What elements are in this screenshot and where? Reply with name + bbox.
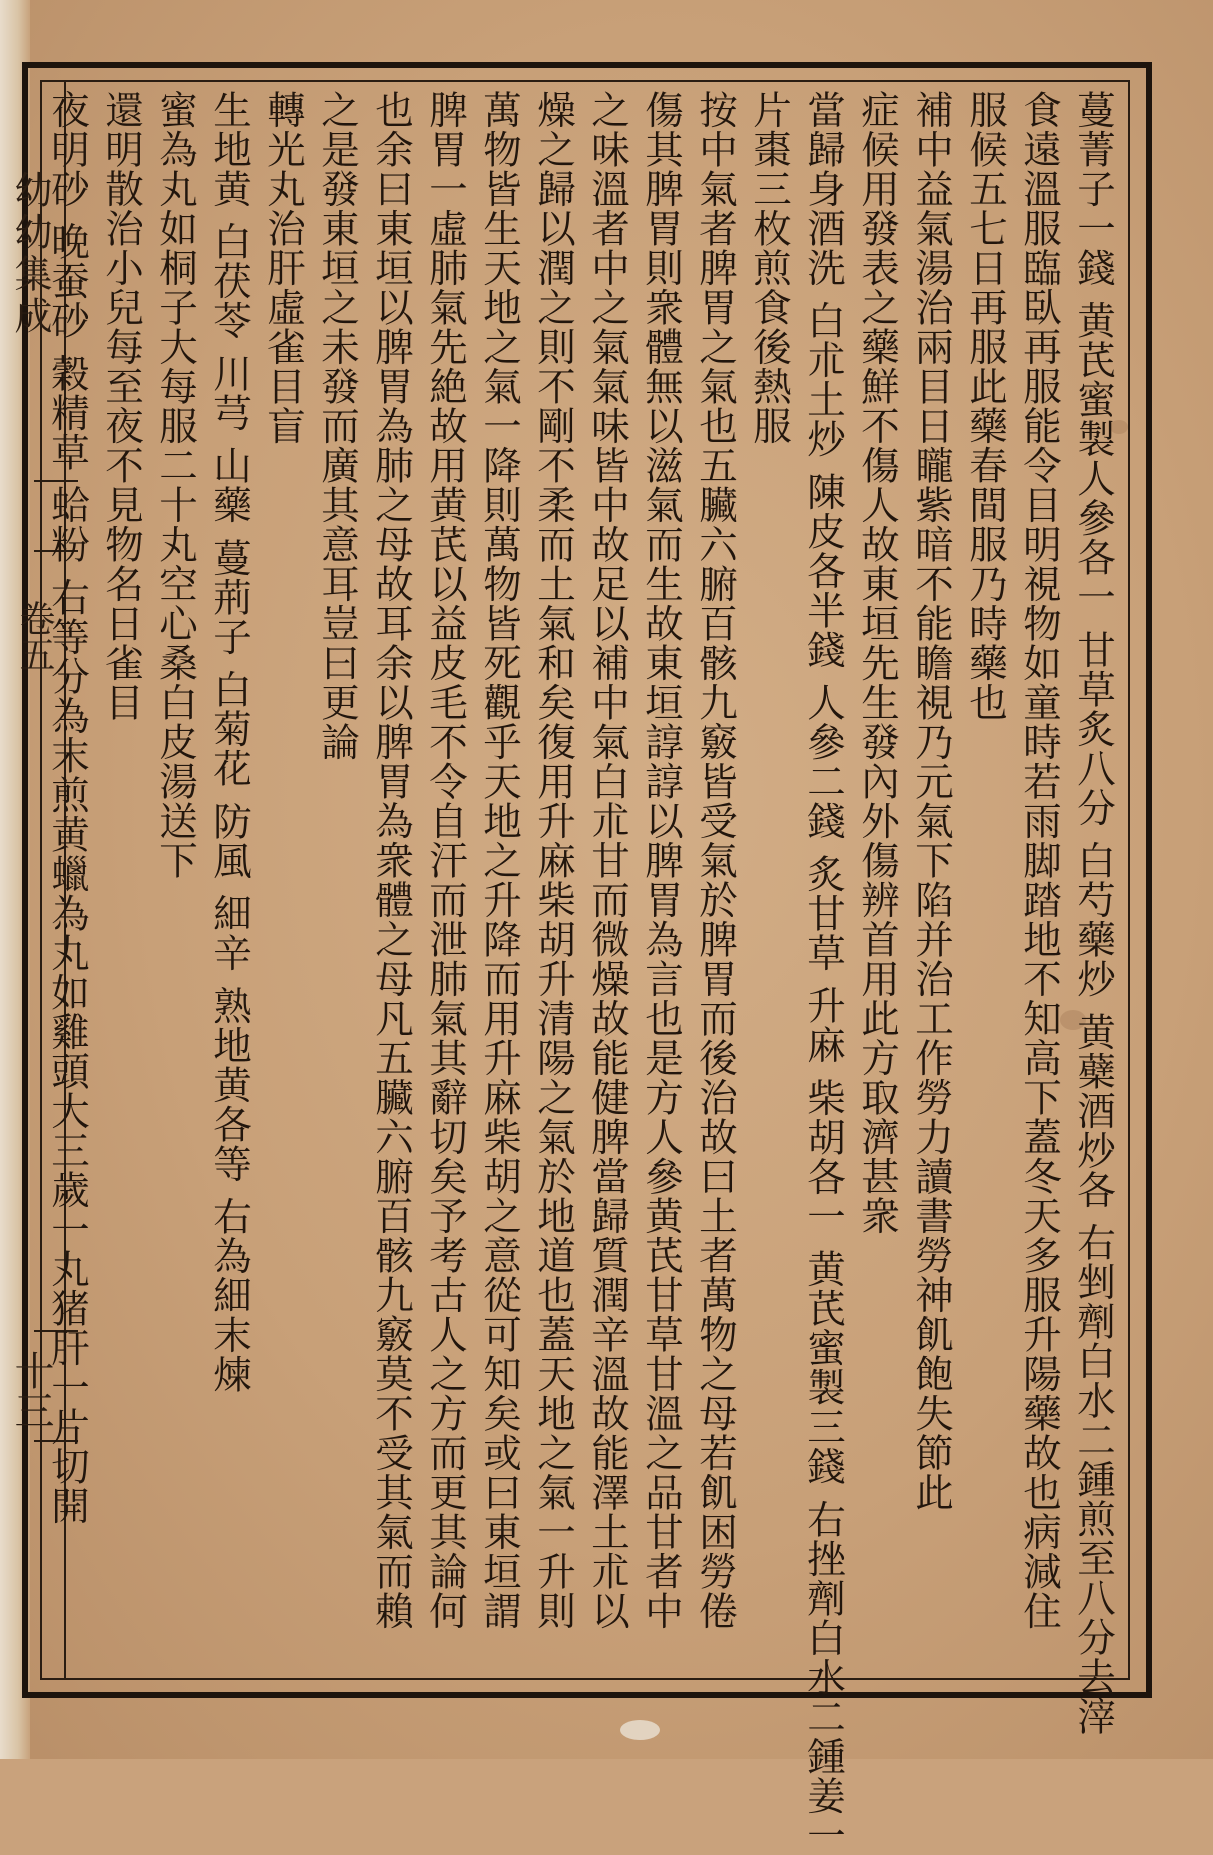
text-column: 夜明砂 晚蚕砂 穀精草 蛤粉 右等分為末煎黄蠟為丸如雞頭大三歲一丸猪肝一片切開 [45, 90, 90, 1526]
text-column: 也余曰東垣以脾胃為肺之母故耳余以脾胃為衆體之母凡五臟六腑百骸九竅莫不受其氣而賴 [369, 90, 414, 1631]
volume-label: 卷五 [14, 600, 55, 672]
text-column: 萬物皆生天地之氣一降則萬物皆死觀乎天地之升降而用升麻柴胡之意從可知矣或曰東垣謂 [477, 90, 522, 1631]
book-title: 幼幼集成 [8, 170, 52, 338]
text-column: 傷其脾胃則衆體無以滋氣而生故東垣諄諄以脾胃為言也是方人參黄芪甘草甘溫之品甘者中 [639, 90, 684, 1631]
text-column: 燥之歸以潤之則不剛不柔而土氣和矣復用升麻柴胡升清陽之氣於地道也蓋天地之氣一升則 [531, 90, 576, 1631]
text-column: 服候五七日再服此藥春間服乃時藥也 [963, 90, 1008, 722]
text-column: 症候用發表之藥鮮不傷人故東垣先生發內外傷辨首用此方取濟甚衆 [855, 90, 900, 1236]
paper-hole [620, 1720, 660, 1740]
text-column: 食遠溫服臨臥再服能令目明視物如童時若雨脚踏地不知高下蓋冬天多服升陽藥故也病減住 [1017, 90, 1062, 1631]
text-column: 蜜為丸如桐子大每服二十丸空心桑白皮湯送下 [153, 90, 198, 880]
text-column: 脾胃一虛肺氣先絶故用黄芪以益皮毛不令自汗而泄肺氣其辭切矣予考古人之方而更其論何 [423, 90, 468, 1631]
text-column: 還明散治小兒每至夜不見物名日雀目 [99, 90, 144, 722]
text-column: 當歸身酒洗 白朮土炒 陳皮各半錢 人參二錢 炙甘草 升麻 柴胡各一 黄芪蜜製三錢 右挫劑白水二鍾姜一 [801, 90, 846, 1855]
text-column: 之味溫者中之氣氣味皆中故足以補中氣白朮甘而微燥故能健脾當歸質潤辛溫故能澤土朮以 [585, 90, 630, 1631]
text-column: 蔓菁子一錢 黄芪蜜製人參各一 甘草炙八分 白芍藥炒 黄蘗酒炒各 右剉劑白水二鍾煎至八分去滓 [1071, 90, 1116, 1737]
text-column: 按中氣者脾胃之氣也五臟六腑百骸九竅皆受氣於脾胃而後治故曰土者萬物之母若飢困勞倦 [693, 90, 738, 1631]
page-number: 十三 [8, 1350, 54, 1430]
text-column: 片棗三枚煎食後熱服 [747, 90, 792, 446]
text-column: 補中益氣湯治兩目日矓紫暗不能瞻視乃元氣下陷并治工作勞力讀書勞神飢飽失節此 [909, 90, 954, 1512]
text-column: 轉光丸治肝虛雀目盲 [261, 90, 306, 446]
text-column: 生地黄 白茯苓 川芎 山藥 蔓荊子 白菊花 防風 細辛 熟地黄各等 右為細末煉 [207, 90, 252, 1395]
main-text [45, 90, 1120, 1855]
text-column: 之是發東垣之未發而廣其意耳豈曰更論 [315, 90, 360, 762]
